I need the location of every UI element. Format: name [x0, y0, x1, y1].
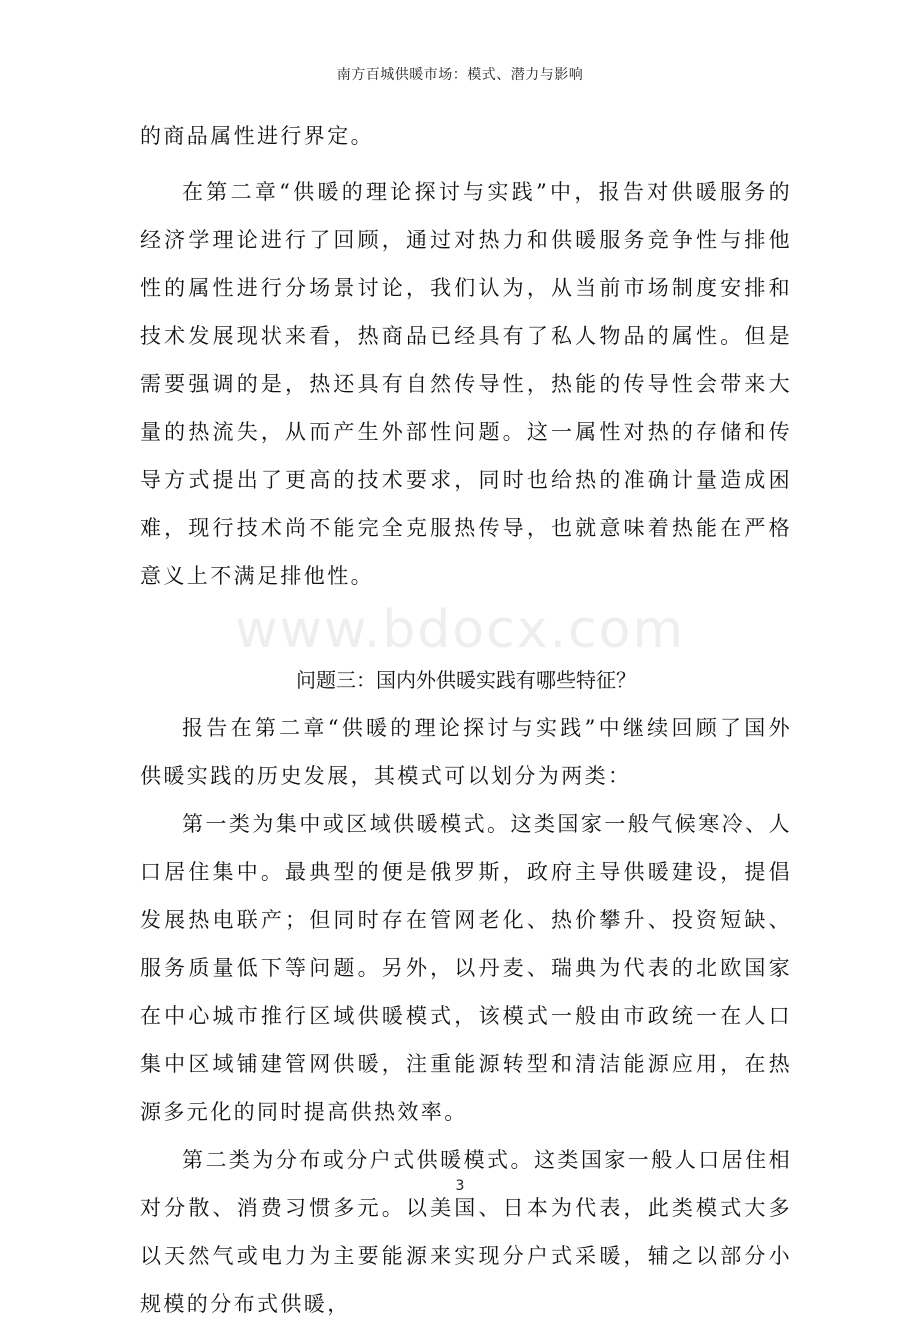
page-body	[140, 112, 792, 1328]
paragraph-continuation: 的商品属性进行界定。	[140, 124, 374, 148]
watermark: www.bdocx.com	[234, 600, 686, 660]
section-heading: 问题三：国内外供暖实践有哪些特征？	[296, 668, 636, 692]
paragraph-section-intro: 报告在第二章“供暖的理论探讨与实践”中继续回顾了国外供暖实践的历史发展，其模式可以划分为两类：	[140, 716, 792, 788]
paragraph-second-type: 第二类为分布或分户式供暖模式。这类国家一般人口居住相对分散、消费习惯多元。以美国、日本为代表，此类模式大多以天然气或电力为主要能源来实现分户式采暖，辅之以部分小规模的分布式供暖，	[140, 1148, 792, 1316]
paragraph-first-type: 第一类为集中或区域供暖模式。这类国家一般气候寒冷、人口居住集中。最典型的便是俄罗斯，政府主导供暖建设，提倡发展热电联产；但同时存在管网老化、热价攀升、投资短缺、服务质量低下等问题。另外，以丹麦、瑞典为代表的北欧国家在中心城市推行区域供暖模式，该模式一般由市政统一在人口集中区域铺建管网供暖，注重能源转型和清洁能源应用，在热源多元化的同时提高供热效率。	[140, 812, 792, 1124]
running-header: 南方百城供暖市场：模式、潜力与影响	[336, 67, 584, 83]
page-number: 3	[455, 1178, 465, 1194]
paragraph-chapter-two-theory: 在第二章“供暖的理论探讨与实践”中，报告对供暖服务的经济学理论进行了回顾，通过对热力和供暖服务竞争性与排他性的属性进行分场景讨论，我们认为，从当前市场制度安排和技术发展现状来看，热商品已经具有了私人物品的属性。但是需要强调的是，热还具有自然传导性，热能的传导性会带来大量的热流失，从而产生外部性问题。这一属性对热的存储和传导方式提出了更高的技术要求，同时也给热的准确计量造成困难，现行技术尚不能完全克服热传导，也就意味着热能在严格意义上不满足排他性。	[140, 180, 792, 588]
